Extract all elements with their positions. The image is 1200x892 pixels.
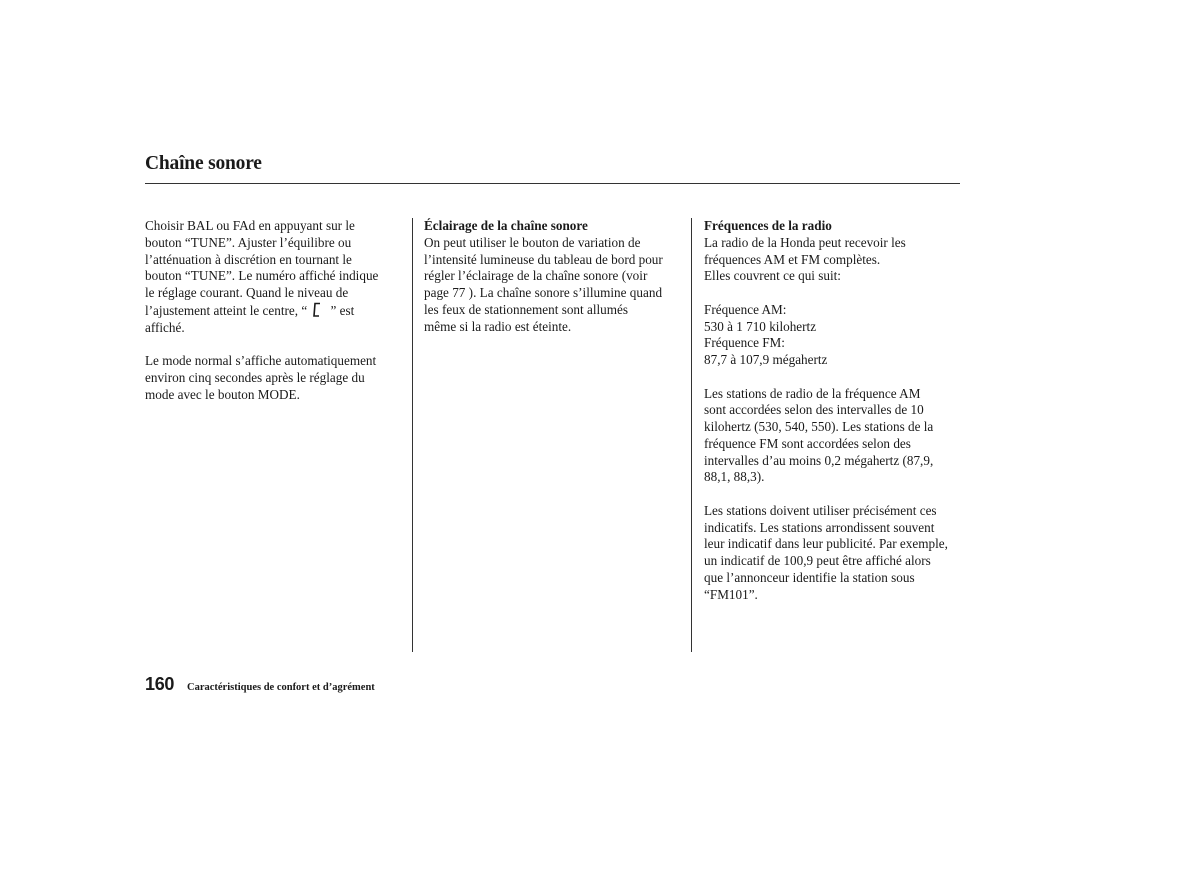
page-number: 160 — [145, 674, 175, 694]
text-line: bouton “TUNE”. Le numéro affiché indique — [145, 268, 379, 284]
text-line: 530 à 1 710 kilohertz — [704, 318, 817, 334]
text-line: Choisir BAL ou FAd en appuyant sur le — [145, 218, 355, 233]
text-line: même si la radio est éteinte. — [424, 318, 572, 334]
title-rule — [145, 183, 960, 184]
text-line: Les stations de radio de la fréquence AM — [704, 385, 921, 401]
column-illumination — [424, 218, 686, 352]
column-divider-2 — [691, 218, 692, 652]
text-line: kilohertz (530, 540, 550). Les stations de la — [704, 419, 934, 434]
text-line: régler l’éclairage de la chaîne sonore (voir — [424, 268, 648, 284]
tuning-steps-paragraph — [704, 386, 964, 487]
text-line: bouton “TUNE”. Ajuster l’équilibre ou — [145, 234, 352, 250]
frequencies-intro-paragraph — [704, 235, 964, 285]
text-line: sont accordées selon des intervalles de 10 — [704, 402, 924, 418]
frequency-ranges-paragraph — [704, 302, 964, 369]
column-balance — [145, 218, 405, 420]
page-title: Chaîne sonore — [145, 153, 262, 174]
segment-display-center-icon — [307, 302, 327, 318]
text-line: mode avec le bouton MODE. — [145, 386, 300, 402]
text-line: La radio de la Honda peut recevoir les — [704, 234, 906, 250]
text-line: un indicatif de 100,9 peut être affiché alors — [704, 553, 931, 568]
text-line-with-symbol — [145, 302, 405, 320]
text-line: 88,1, 88,3). — [704, 469, 765, 485]
text-line: fréquences AM et FM complètes. — [704, 251, 881, 267]
text-line: indicatifs. Les stations arrondissent souvent — [704, 519, 935, 535]
balance-paragraph — [145, 218, 405, 336]
text-line: intervalles d’au moins 0,2 mégahertz (87,9, — [704, 452, 934, 468]
column-divider-1 — [412, 218, 413, 652]
text-line: Fréquence AM: — [704, 301, 787, 317]
text-fragment: l’ajustement atteint le centre, “ — [145, 302, 308, 318]
text-line: l’intensité lumineuse du tableau de bord pour — [424, 251, 663, 267]
footer-section-label: Caractéristiques de confort et d’agrément — [187, 682, 375, 693]
text-line: Les stations doivent utiliser précisément ces — [704, 502, 937, 518]
text-line: l’atténuation à discrétion en tournant le — [145, 251, 352, 267]
text-line: affiché. — [145, 319, 185, 335]
text-line: On peut utiliser le bouton de variation de — [424, 234, 641, 250]
mode-paragraph — [145, 353, 405, 403]
text-line: Fréquence FM: — [704, 335, 785, 351]
text-line: environ cinq secondes après le réglage du — [145, 369, 365, 385]
text-line: leur indicatif dans leur publicité. Par exemple, — [704, 536, 948, 552]
text-fragment: ” est — [327, 302, 355, 318]
text-line: Le mode normal s’affiche automatiquement — [145, 353, 377, 368]
text-line: Elles couvrent ce qui suit: — [704, 268, 841, 284]
text-line: “FM101”. — [704, 586, 758, 602]
text-line: les feux de stationnement sont allumés — [424, 301, 628, 317]
text-line: fréquence FM sont accordées selon des — [704, 435, 911, 451]
text-line: page 77 ). La chaîne sonore s’illumine quand — [424, 285, 663, 300]
text-line: le réglage courant. Quand le niveau de — [145, 285, 349, 300]
column-frequencies — [704, 218, 964, 620]
text-line: que l’annonceur identifie la station sous — [704, 569, 915, 585]
section-heading: Éclairage de la chaîne sonore — [424, 218, 588, 233]
call-signs-paragraph — [704, 503, 964, 604]
section-heading: Fréquences de la radio — [704, 218, 832, 233]
illumination-paragraph — [424, 235, 686, 336]
text-line: 87,7 à 107,9 mégahertz — [704, 352, 828, 367]
